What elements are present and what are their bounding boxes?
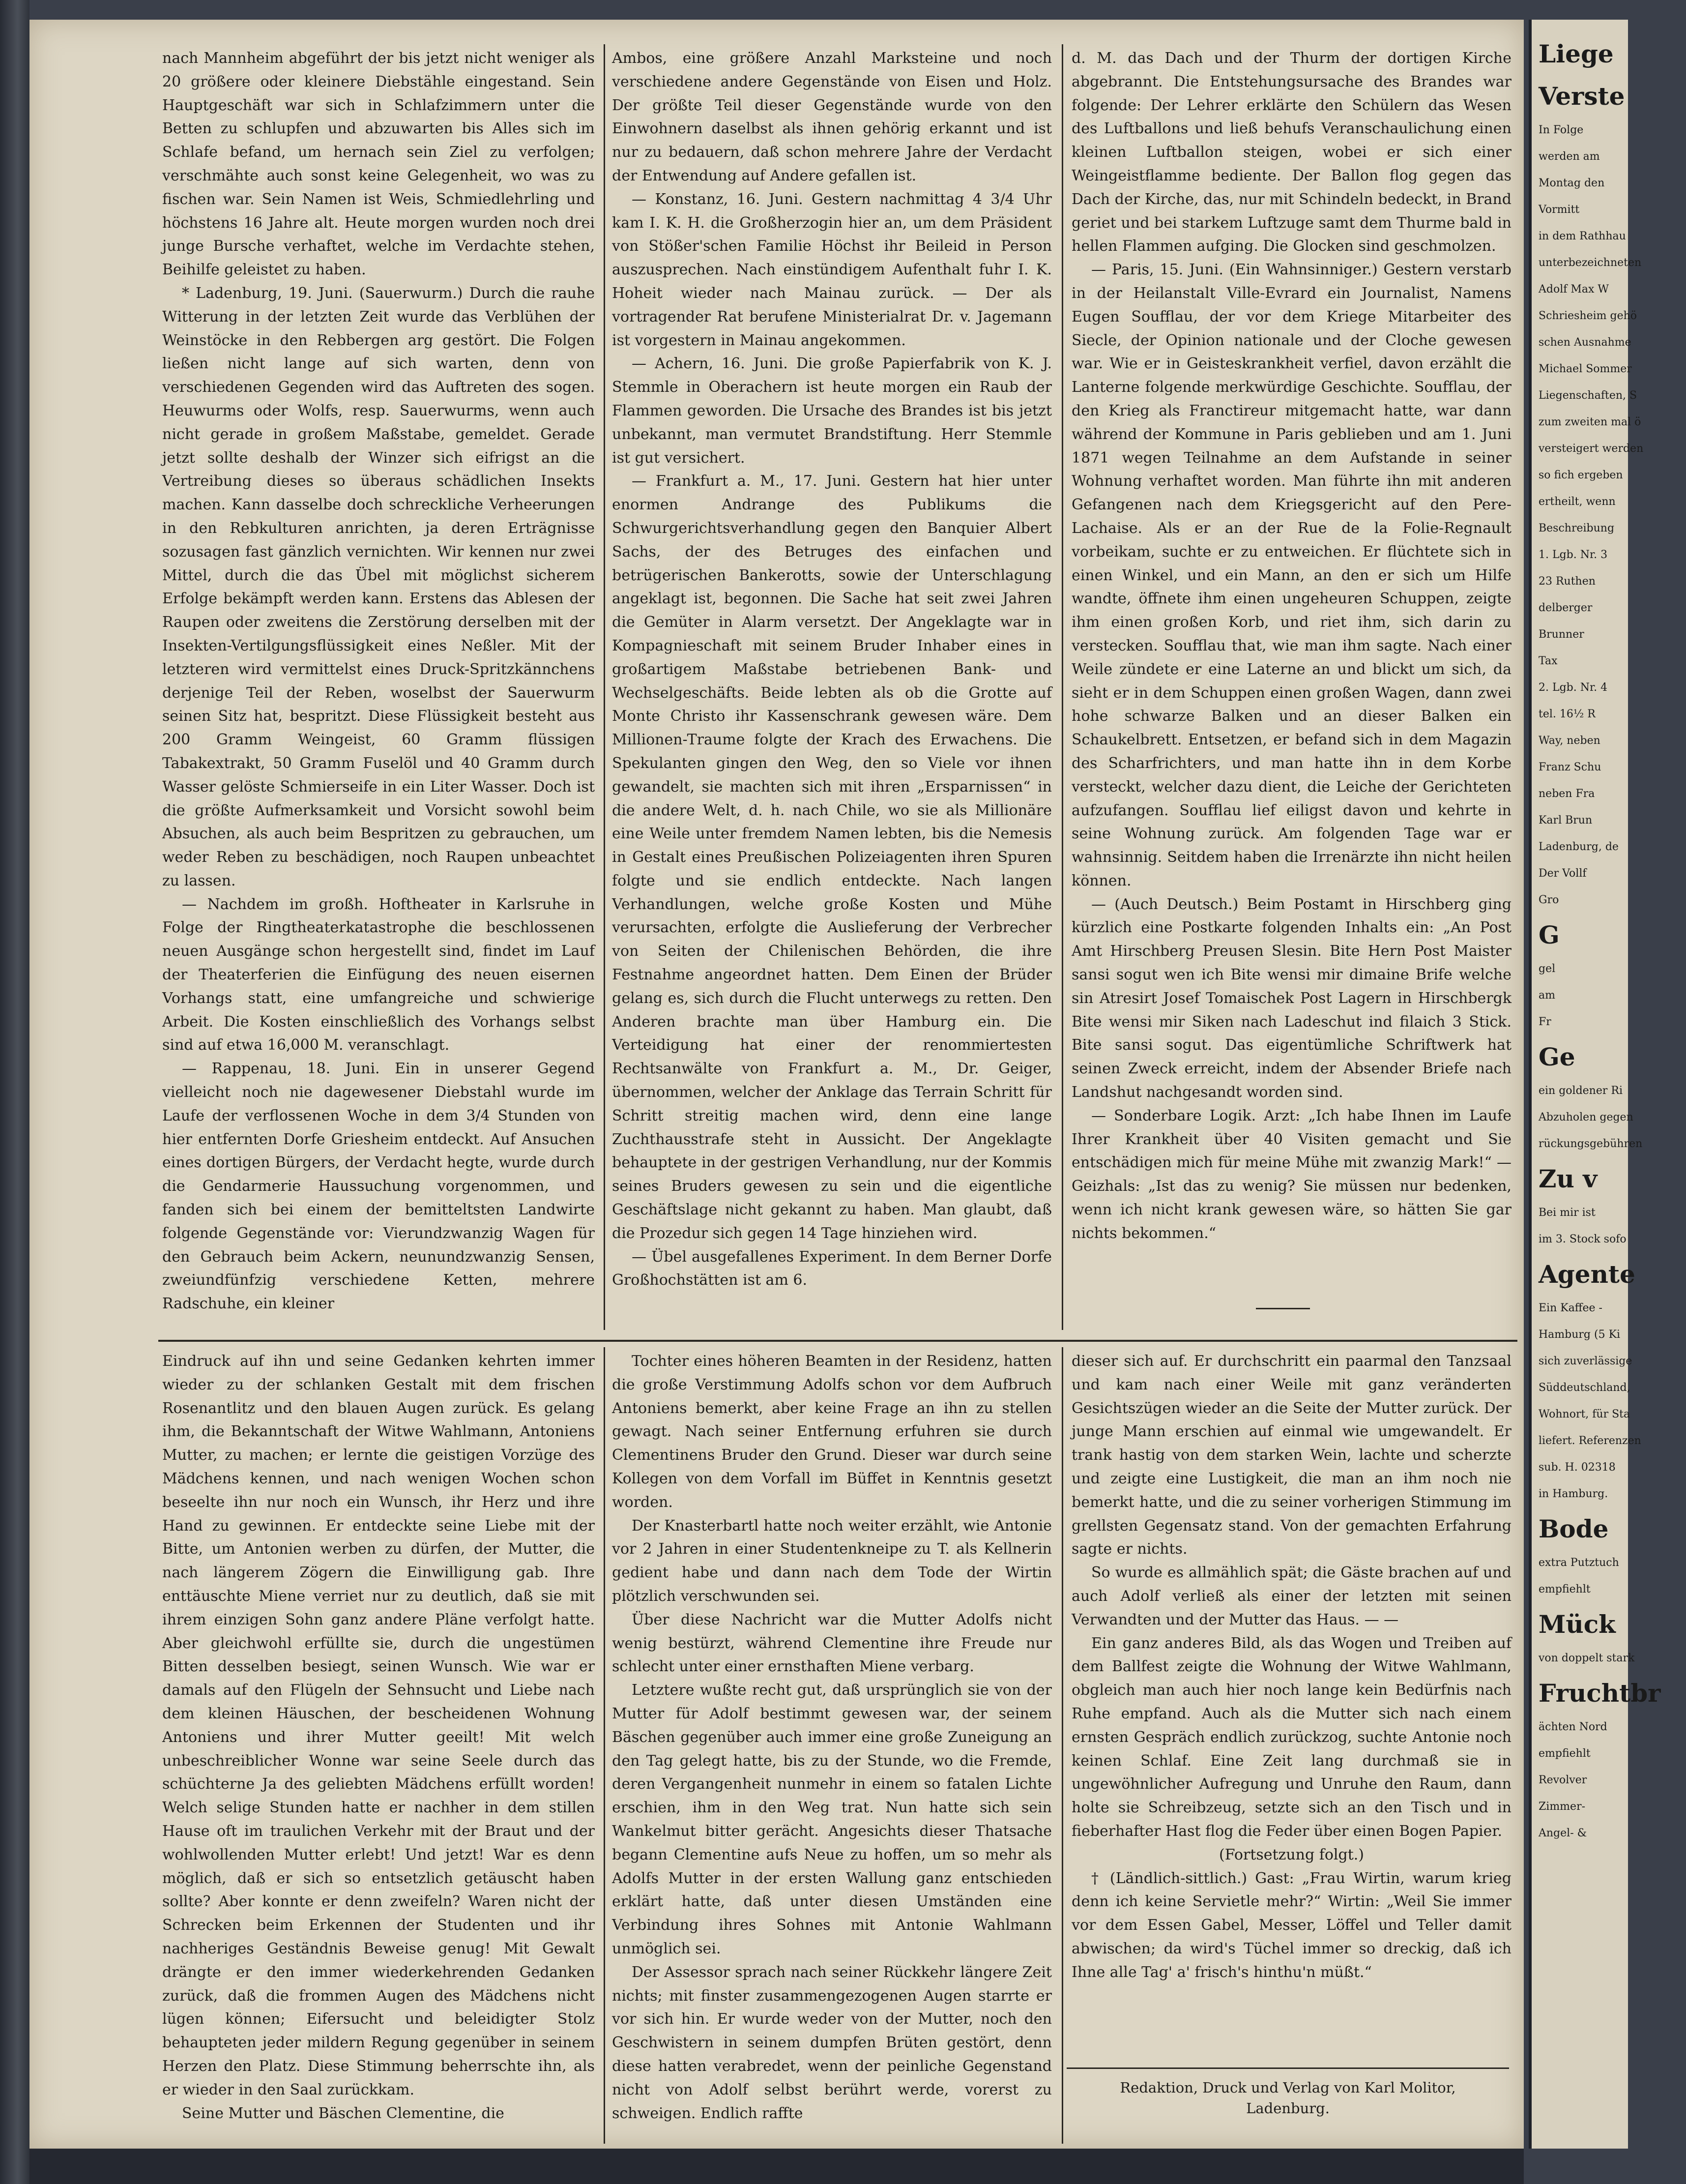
book-binding (0, 0, 29, 2184)
facing-page-text: Gro (1539, 894, 1559, 906)
facing-page-text: 2. Lgb. Nr. 4 (1539, 681, 1608, 694)
article-paragraph: Seine Mutter und Bäschen Clementine, die (182, 2104, 504, 2122)
facing-page-text: Fr (1539, 1016, 1551, 1028)
facing-page-text: Abzuholen gegen (1539, 1111, 1633, 1123)
article-paragraph: — Rappenau, 18. Juni. Ein in unserer Gegend vielleicht noch nie dagewesener Diebstahl wurde im Laufe der verflossenen Woche in dem 3/4 Stunden von hier entfernten Dorfe Griesheim entdeckt. Auf Ansuchen eines dortigen Bürgers, der Verdacht hegte, wurde durch die Gendarmerie Haussuchung vorgenommen, und fanden sich bei einem der bemitteltsten Landwirte folgende Gegenstände vor: Vierundzwanzig Wagen für den Gebrauch beim Ackern, neunundzwanzig Sensen, zweiundfünfzig verschiedene Ketten, mehrere Radschuhe, ein kleiner (162, 1060, 595, 1313)
facing-page-fragment (1529, 20, 1661, 2149)
facing-page-text: Ladenburg, de (1539, 841, 1619, 853)
article-paragraph: Letztere wußte recht gut, daß ursprünglich sie von der Mutter für Adolf bestimmt gewesen war, der seinem Bäschen gegenüber auch immer eine große Zuneigung an den Tag gelegt hatte, bis zu der Stunde, wo die Fremde, deren Vergangenheit nunmehr in einem so fatalen Lichte erschien, ihm in den Weg trat. Nun hatte sich sein Wankelmut bitter gerächt. Angesichts dieser Thatsache begann Clementine aufs Neue zu hoffen, um so mehr als Adolfs Mutter in der ersten Wallung ganz entschieden erklärt hatte, daß unter diesen Umständen eine Verbindung ihres Sohnes mit Antonie Wahlmann unmöglich sei. (612, 1682, 1052, 1957)
facing-page-text: Tax (1539, 655, 1558, 667)
article-end-rule (1256, 1308, 1310, 1309)
page-bottom-edge (29, 2149, 1524, 2184)
facing-page-text: Angel- & (1539, 1827, 1587, 1839)
article-paragraph: Ambos, eine größere Anzahl Marksteine und noch verschiedene andere Gegenstände von Eisen und Holz. Der größte Teil dieser Gegenstände wurde von den Einwohnern daselbst als ihnen gehörig erkannt und ist nur zu bedauern, daß schon mehrere Jahre der Verdacht der Entwendung auf Andere gefallen ist. (612, 50, 1052, 184)
facing-page-text: tel. 16½ R (1539, 708, 1596, 720)
column-divider (1062, 1347, 1063, 2144)
article-paragraph: Der Assessor sprach nach seiner Rückkehr längere Zeit nichts; mit finster zusammengezogenen Augen starrte er vor sich hin. Er wurde weder von der Mutter, noch den Geschwistern in seinem dumpfen Brüten gestört, denn diese hatten verabredet, wenn der peinliche Gegenstand nicht von Adolf selbst berührt werde, vorerst zu schweigen. Endlich raffte (612, 1963, 1052, 2122)
article-paragraph: — Achern, 16. Juni. Die große Papierfabrik von K. J. Stemmle in Oberachern ist heute morgen ein Raub der Flammen geworden. Die Ursache des Brandes ist bis jetzt unbekannt, man vermutet Brandstiftung. Herr Stemmle ist gut versichert. (612, 355, 1052, 467)
facing-page-text: Ein Kaffee - (1539, 1302, 1602, 1314)
facing-page-text: 23 Ruthen (1539, 575, 1596, 588)
facing-page-text: Way, neben (1539, 735, 1600, 747)
article-paragraph: * Ladenburg, 19. Juni. (Sauerwurm.) Durch die rauhe Witterung in der letzten Zeit wurde das Verblühen der Weinstöcke in den Rebbergen arg gestört. Die Folgen ließen nicht lange auf sich warten, denn von verschiedenen Gegenden wird das Auftreten des sogen. Heuwurms oder Wolfs, resp. Sauerwurms, wenn auch nicht gerade in großem Maßstabe, gemeldet. Gerade jetzt sollte deshalb der Winzer sich eifrigst an die Vertreibung dieses so überaus schädlichen Insekts machen. Kann dasselbe doch schreckliche Verheerungen in den Rebkulturen anrichten, ja deren Erträgnisse sozusagen fast gänzlich vernichten. Wir kennen nur zwei Mittel, durch die das Übel mit möglichst sicherem Erfolge bekämpft werden kann. Erstens das Ablesen der Raupen oder zweitens die Zerstörung derselben mit der Insekten-Vertilgungsflüssigkeit eines Neßler. Mit der letzteren wird vermittelst eines Druck-Spritzkännchens derjenige Teil der Reben, woselbst der Sauerwurm seinen Sitz hat, bespritzt. Diese Flüssigkeit besteht aus 200 Gramm Weingeist, 60 Gramm flüssigen Tabakextrakt, 50 Gramm Fuselöl und 40 Gramm durch Wasser gelöste Schmierseife in ein Liter Wasser. Doch ist die größte Aufmerksamkeit und Vorsicht sowohl beim Absuchen, als auch beim Bespritzen zu gebrauchen, um weder Reben zu beschädigen, noch Raupen unbeachtet zu lassen. (162, 284, 595, 889)
facing-page-text: Adolf Max W (1539, 283, 1609, 295)
imprint-line-1: Redaktion, Druck und Verlag von Karl Molitor, (1120, 2079, 1456, 2096)
facing-page-text: so fich ergeben (1539, 469, 1623, 481)
article-paragraph: d. M. das Dach und der Thurm der dortigen Kirche abgebrannt. Die Entstehungsursache des Brandes war folgende: Der Lehrer erklärte den Schülern das Wesen des Luftballons und ließ behufs Veranschaulichung einen kleinen Luftballon steigen, wobei er sich einer Weingeistflamme bediente. Der Ballon flog gegen das Dach der Kirche, das, nur mit Schindeln bedeckt, in Brand geriet und bei starkem Luftzuge samt dem Thurme bald in hellen Flammen aufging. Die Glocken sind geschmolzen. (1072, 50, 1512, 255)
article-paragraph: (Fortsetzung folgt.) (1219, 1846, 1364, 1863)
facing-page-text: von doppelt stark (1539, 1652, 1635, 1664)
facing-page-text: rückungsgebühren (1539, 1138, 1643, 1150)
top-column-3 (1072, 47, 1512, 1305)
facing-page-text: gel (1539, 963, 1556, 975)
facing-page-text: Karl Brun (1539, 814, 1593, 826)
facing-page-text: sich zuverlässige (1539, 1355, 1632, 1367)
facing-page-text: am (1539, 989, 1555, 1002)
facing-page-text: ein goldener Ri (1539, 1085, 1623, 1097)
facing-page-text: sub. H. 02318 (1539, 1461, 1616, 1474)
facing-page-text: Hamburg (5 Ki (1539, 1328, 1621, 1341)
article-paragraph: — Übel ausgefallenes Experiment. In dem Berner Dorfe Großhochstätten ist am 6. (612, 1248, 1052, 1289)
facing-page-text: Verste (1539, 82, 1625, 111)
section-divider (158, 1340, 1517, 1342)
facing-page-text: werden am (1539, 150, 1600, 163)
article-paragraph: † (Ländlich-sittlich.) Gast: „Frau Wirtin, warum krieg denn ich keine Servietle mehr?“ Wirtin: „Weil Sie immer vor dem Essen Gabel, Messer, Löffel und Teller damit abwischen; da wird's Tüchel immer so dreckig, daß ich Ihne alle Tag' a' frisch's hinthu'n müßt.“ (1072, 1869, 1512, 1981)
imprint-rule (1067, 2067, 1509, 2069)
article-paragraph: So wurde es allmählich spät; die Gäste brachen auf und auch Adolf verließ als einer der letzten mit seinen Verwandten und der Mutter das Haus. — — (1072, 1564, 1512, 1628)
facing-page-text: Fruchtbr (1539, 1679, 1661, 1708)
article-paragraph: Eindruck auf ihn und seine Gedanken kehrten immer wieder zu der schlanken Gestalt mit dem frischen Rosenantlitz und den blauen Augen zurück. Es gelang ihm, die Bekanntschaft der Witwe Wahlmann, Antoniens Mutter, zu machen; er lernte die geistigen Vorzüge des Mädchens kennen, und nach wenigen Wochen schon beseelte ihn nur noch ein Wunsch, ihr Herz und ihre Hand zu gewinnen. Er entdeckte seine Liebe mit der Bitte, um Antonien werben zu dürfen, der Mutter, die nach längerem Zögern die Einwilligung gab. Ihre enttäuschte Miene verriet nur zu deutlich, daß sie mit ihrem einzigen Sohn ganz andere Pläne verfolgt hatte. Aber gleichwohl erfüllte sie, durch die ungestümen Bitten desselben besiegt, seinen Wunsch. Wie war er damals auf den Flügeln der Sehnsucht und Liebe nach dem kleinen Häuschen, der bescheidenen Wohnung Antoniens und ihrer Mutter geeilt! Mit welch unbeschreiblicher Wonne war seine Seele durch das schüchterne Ja des geliebten Mädchens erfüllt worden! Welch selige Stunden hatte er nachher in dem stillen Hause oft im traulichen Verkehr mit der Braut und der wohlwollenden Mutter erlebt! Und jetzt! War es denn möglich, daß er sich so entsetzlich getäuscht haben sollte? Aber konnte er denn zweifeln? Waren nicht der Schrecken beim Erkennen der Studenten und ihr nachheriges Geständnis Beweise genug! Mit Gewalt drängte er den immer wiederkehrenden Gedanken zurück, daß die frommen Augen des Mädchens nicht lügen können; Eifersucht und beleidigter Stolz behaupteten jeder mildern Regung gegenüber in seinem Herzen den Platz. Diese Stimmung beherrschte ihn, als er wieder in den Saal zurückkam. (162, 1353, 595, 2098)
article-paragraph: Tochter eines höheren Beamten in der Residenz, hatten die große Verstimmung Adolfs schon vor dem Aufbruch Antoniens bemerkt, aber keine Frage an ihn zu stellen gewagt. Nach seiner Entfernung erfuhren sie durch Clementinens Bruder den Grund. Dieser war durch seine Kollegen von dem Vorfall im Büffet in Kenntnis gesetzt worden. (612, 1353, 1052, 1511)
facing-page-text: in dem Rathhau (1539, 230, 1626, 242)
facing-page-text: G (1539, 920, 1560, 949)
imprint (1067, 2077, 1509, 2119)
facing-page-text: Mück (1539, 1610, 1616, 1639)
facing-page-text: versteigert werden (1539, 443, 1644, 455)
facing-page-text: empfiehlt (1539, 1747, 1591, 1760)
facing-page-text: Wohnort, für Sta (1539, 1408, 1630, 1420)
facing-page-text: Der Vollf (1539, 867, 1587, 880)
facing-page-text: Zimmer- (1539, 1800, 1586, 1813)
facing-page-text: Franz Schu (1539, 761, 1601, 773)
facing-page-text: Montag den (1539, 177, 1605, 189)
facing-page-text: 1. Lgb. Nr. 3 (1539, 549, 1608, 561)
facing-page-text: Brunner (1539, 628, 1584, 641)
facing-page-text: Bei mir ist (1539, 1207, 1596, 1219)
facing-page-text: Vormitt (1539, 204, 1580, 216)
article-paragraph: nach Mannheim abgeführt der bis jetzt nicht weniger als 20 größere oder kleinere Diebstähle eingestand. Sein Hauptgeschäft war sich in Schlafzimmern unter die Betten zu schlupfen und abzuwarten bis Alles sich im Schlafe befand, um hernach sein Ziel zu verfolgen; verschmähte auch sonst keine Gelegenheit, wo was zu fischen war. Sein Namen ist Weis, Schmiedlehrling und höchstens 16 Jahre alt. Heute morgen wurden noch drei junge Bursche verhaftet, welche im Verdachte stehen, Beihilfe geleistet zu haben. (162, 50, 595, 279)
column-divider (604, 1347, 605, 2144)
imprint-line-2: Ladenburg. (1246, 2100, 1330, 2117)
article-paragraph: Über diese Nachricht war die Mutter Adolfs nicht wenig bestürzt, während Clementine ihre Freude nur schlecht unter einer ernsthaften Miene verbarg. (612, 1611, 1052, 1676)
facing-page-text: liefert. Referenzen (1539, 1435, 1641, 1447)
facing-page-text: Süddeutschland, (1539, 1382, 1630, 1394)
facing-page-text: Agente (1539, 1260, 1635, 1289)
facing-page-text: zum zweiten mal ö (1539, 416, 1641, 428)
facing-page-text: schen Ausnahme (1539, 336, 1631, 349)
article-paragraph: Ein ganz anderes Bild, als das Wogen und Treiben auf dem Ballfest zeigte die Wohnung der Witwe Wahlmann, obgleich man auch hier noch lange kein Bedürfnis nach Ruhe empfand. Auch als die Mutter sich nach einem ernsten Gespräch endlich zurückzog, suchte Antonie noch keinen Schlaf. Eine Zeit lang durchmaß sie in ungewöhnlicher Aufregung und Unruhe den Raum, dann holte sie Schreibzeug, setzte sich an den Tisch und in fieberhafter Hast flog die Feder über einen Bogen Papier. (1072, 1634, 1512, 1840)
facing-page-text: Schriesheim gehö (1539, 310, 1637, 322)
facing-page-text: ächten Nord (1539, 1721, 1607, 1733)
article-paragraph: — Frankfurt a. M., 17. Juni. Gestern hat hier unter enormen Andrange des Publikums die Schwurgerichtsverhandlung gegen den Banquier Albert Sachs, der des Betruges des einfachen und betrügerischen Bankerotts, sowie der Unterschlagung angeklagt ist, begonnen. Die Sache hat seit zwei Jahren die Gemüter in Alarm versetzt. Der Angeklagte war in Kompagnieschaft mit seinem Bruder Inhaber eines in großartigem Maßstabe betriebenen Bank- und Wechselgeschäfts. Beide lebten als ob die Grotte auf Monte Christo ihr Kassenschrank gewesen wäre. Dem Millionen-Traume folgte der Krach des Erwachens. Die Spekulanten gingen den Weg, den so Viele vor ihnen gewandelt, sie machten sich mit ihren „Ersparnissen“ in die andere Welt, d. h. nach Chile, wo sie als Millionäre eine Weile unter fremdem Namen lebten, bis die Nemesis in Gestalt eines Preußischen Polizeiagenten ihren Spuren folgte und sie endlich entdeckte. Nach langen Verhandlungen, welche große Kosten und Mühe verursachten, erfolgte die Auslieferung der Verbrecher von Seiten der Chilenischen Behörden, die ihre Festnahme angeordnet hatten. Dem Einen der Brüder gelang es, sich durch die Flucht unterwegs zu retten. Den Anderen brachte man über Hamburg ein. Die Verteidigung hat einer der renommiertesten Rechtsanwälte von Frankfurt a. M., Dr. Geiger, übernommen, welcher der Anklage das Terrain Schritt für Schritt streitig machen wird, denn eine lange Zuchthausstrafe steht in Aussicht. Der Angeklagte behauptete in der gestrigen Verhandlung, nur der Kommis seines Bruders gewesen zu sein und die eigentliche Geschäftslage nicht gekannt zu haben. Man glaubt, daß die Prozedur sich gegen 14 Tage hinziehen wird. (612, 472, 1052, 1242)
facing-page-text: Liegenschaften, S (1539, 389, 1637, 402)
facing-page-text: ertheilt, wenn (1539, 496, 1616, 508)
article-paragraph: — Nachdem im großh. Hoftheater in Karlsruhe in Folge der Ringtheaterkatastrophe die beschlossenen neuen Ausgänge schon hergestellt sind, findet im Lauf der Theaterferien die Einfügung des neuen eisernen Vorhangs statt, eine umfangreiche und schwierige Arbeit. Die Kosten einschließlich des Vorhangs selbst sind auf etwa 16,000 M. veranschlagt. (162, 895, 595, 1054)
article-paragraph: — (Auch Deutsch.) Beim Postamt in Hirschberg ging kürzlich eine Postkarte folgenden Inhalts ein: „An Post Amt Hirschberg Preusen Slesin. Bite Hern Post Maister sansi sogut wen ich Bite wensi mir dimaine Brife welche sin Atresirt Josef Tomaischek Post Lagern in Hirschbergk Bite wensi mir Siken nach Ladeschut ind filaich 3 Stick. Bite sansi sogut. Das eigentümliche Schriftwerk hat seinen Zweck erreicht, indem der Absender Briefe nach Landshut nachgesandt worden sind. (1072, 895, 1512, 1101)
facing-page-text: Revolver (1539, 1774, 1587, 1786)
facing-page-text: extra Putztuch (1539, 1557, 1619, 1569)
facing-page-text: Ge (1539, 1042, 1575, 1071)
facing-page-text: in Hamburg. (1539, 1488, 1608, 1500)
bottom-column-1 (162, 1350, 595, 2136)
facing-page-text: Zu v (1539, 1164, 1598, 1193)
top-column-2 (612, 47, 1052, 1325)
column-divider (1062, 44, 1063, 1330)
facing-page-text: Michael Sommer (1539, 363, 1632, 375)
facing-page-text: delberger (1539, 602, 1593, 614)
facing-page-text: In Folge (1539, 124, 1584, 136)
facing-page-text: neben Fra (1539, 788, 1595, 800)
article-paragraph: Der Knasterbartl hatte noch weiter erzählt, wie Antonie vor 2 Jahren in einer Studentenkneipe zu T. als Kellnerin gedient habe und dann nach dem Tode der Wirtin plötzlich verschwunden sei. (612, 1517, 1052, 1605)
top-column-1 (162, 47, 595, 1325)
facing-page-text: unterbezeichneten (1539, 257, 1642, 269)
facing-page-text: empfiehlt (1539, 1583, 1591, 1595)
facing-page-text: Liege (1539, 39, 1614, 68)
article-paragraph: dieser sich auf. Er durchschritt ein paarmal den Tanzsaal und kam nach einer Weile mit ganz veränderten Gesichtszügen wieder an die Seite der Mutter zurück. Der junge Mann erschien auf einmal wie umgewandelt. Er trank hastig von dem starken Wein, lachte und scherzte und zeigte eine Lustigkeit, die man an ihm noch nie bemerkt hatte, und die zu seiner vorherigen Stimmung im grellsten Gegensatz stand. Von der gemachten Erfahrung sagte er nichts. (1072, 1353, 1512, 1558)
article-paragraph: — Paris, 15. Juni. (Ein Wahnsinniger.) Gestern verstarb in der Heilanstalt Ville-Evrard ein Journalist, Namens Eugen Soufflau, der vor dem Kriege Mitarbeiter des Siecle, der Opinion nationale und der Cloche gewesen war. Wie er in Geisteskrankheit verfiel, davon erzählt die Lanterne folgende merkwürdige Geschichte. Soufflau, der den Krieg als Franctireur mitgemacht hatte, war dann während der Kommune in Paris geblieben und am 1. Juni 1871 wegen Teilnahme an dem Aufstande in seiner Wohnung verhaftet worden. Man führte ihn mit anderen Gefangenen nach dem Kriegsgericht auf den Pere-Lachaise. Als er an der Rue de la Folie-Regnault vorbeikam, suchte er zu entweichen. Er flüchtete sich in einen Winkel, und ein Mann, an den er sich um Hilfe wandte, öffnete ihm einen ungeheuren Schuppen, zeigte ihm einen großen Korb, und riet ihm, sich darin zu verstecken. Soufflau that, wie man ihm sagte. Nach einer Weile zündete er eine Laterne an und blickt um sich, da sieht er in dem Schuppen einen großen Wagen, dann zwei hohe schwarze Balken und an dieser Balken ein Schaukelbrett. Entsetzen, er befand sich in dem Magazin des Scharfrichters, und man hatte ihn in dem Korbe versteckt, welcher dazu dient, die Leiche der Gerichteten aufzufangen. Soufflau lief eiligst davon und kehrte in seine Wohnung zurück. Am folgenden Tage war er wahnsinnig. Seitdem haben die Irrenärzte ihn nicht heilen können. (1072, 261, 1512, 889)
bottom-column-3 (1072, 1350, 1512, 2058)
facing-page-text: Bode (1539, 1514, 1609, 1543)
article-paragraph: — Sonderbare Logik. Arzt: „Ich habe Ihnen im Laufe Ihrer Krankheit über 40 Visiten gemacht und Sie entschädigen mich für meine Mühe mit zwanzig Mark!“ — Geizhals: „Ist das zu wenig? Sie müssen nur bedenken, wenn ich nicht krank gewesen wäre, so hätten Sie gar nichts bekommen.“ (1072, 1107, 1512, 1242)
bottom-column-2 (612, 1350, 1052, 2136)
column-divider (604, 44, 605, 1330)
facing-page-text: im 3. Stock sofo (1539, 1233, 1627, 1245)
article-paragraph: — Konstanz, 16. Juni. Gestern nachmittag 4 3/4 Uhr kam I. K. H. die Großherzogin hier an, um dem Präsident von Stößer'schen Familie Höchst ihr Beileid in Person auszusprechen. Nach einstündigem Aufenthalt fuhr I. K. Hoheit wieder nach Mainau zurück. — Der als vortragender Rat berufene Ministerialrat Dr. v. Jagemann ist vorgestern in Mainau angekommen. (612, 190, 1052, 349)
facing-page-text: Beschreibung (1539, 522, 1615, 534)
